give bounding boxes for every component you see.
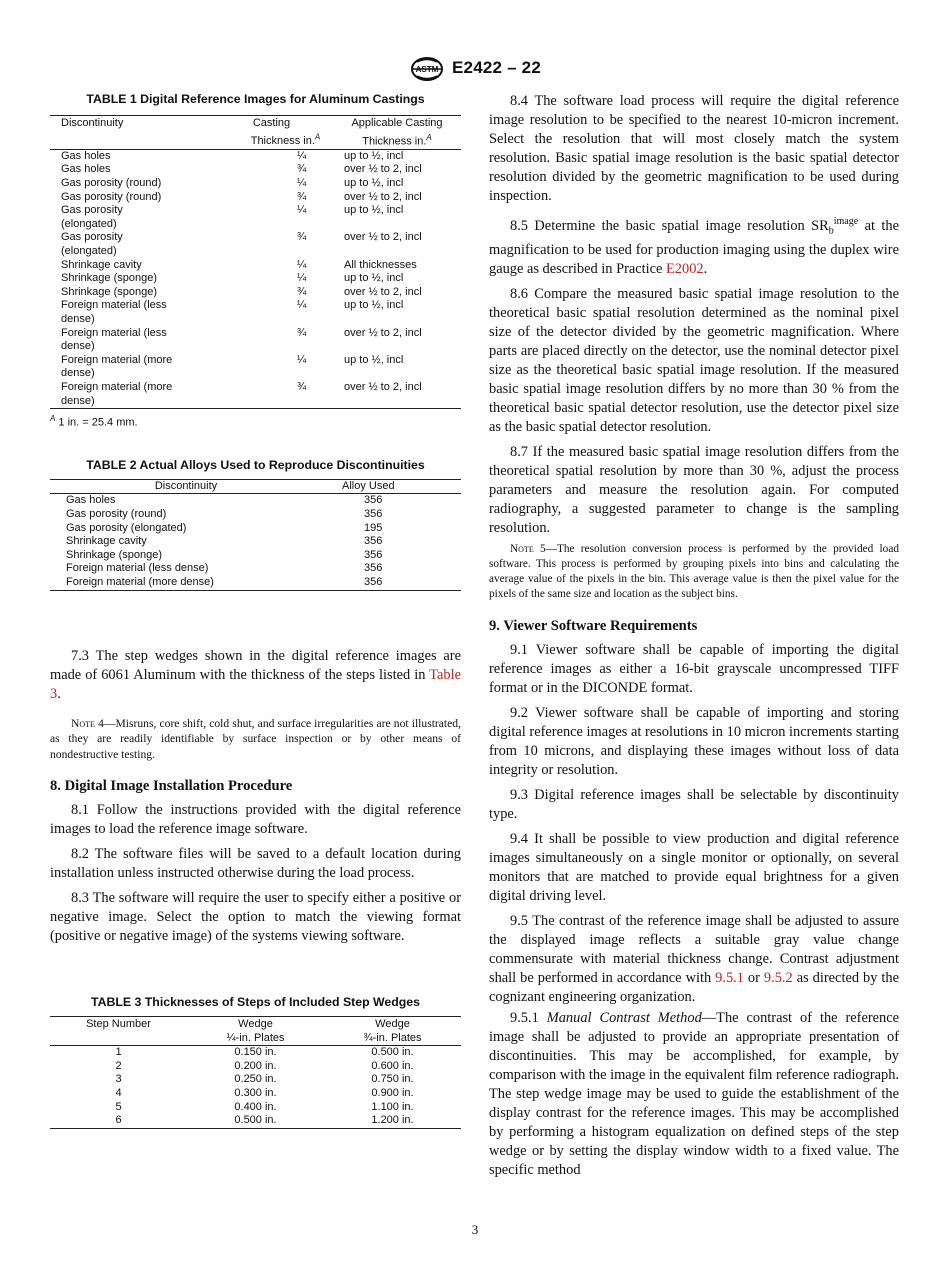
table3-row bbox=[50, 1073, 461, 1087]
table1-row-cell: ¾ bbox=[297, 380, 307, 393]
table3-row-cell: 0.300 in. bbox=[234, 1087, 277, 1099]
table1-row-cell: over ½ to 2, incl bbox=[344, 190, 422, 203]
table2-row-cell: Gas porosity (elongated) bbox=[66, 521, 187, 534]
table2-row-cell: 356 bbox=[364, 494, 383, 507]
table2-row-cell: 356 bbox=[364, 562, 383, 575]
table1-row-cell: Shrinkage (sponge) bbox=[61, 285, 158, 298]
table1-row-cell: Shrinkage cavity bbox=[61, 258, 142, 271]
table1-row-cell: over ½ to 2, incl bbox=[344, 326, 422, 339]
table1-row-cell: over ½ to 2, incl bbox=[344, 231, 422, 244]
table1-row bbox=[50, 272, 461, 286]
paragraph-8-6: 8.6 Compare the measured basic spatial image resolution to the theoretical basic spatial resolution determined as the nominal pixel size of the detector divided by the geometric magnification. Where parts are placed directly on the detector, use the nominal detector pixel size as the theoretical basic spatial image resolution. If the measured basic spatial image resolution differs by no more than 30 % from the theoretical basic spatial detector resolution, use the detector pixel size as the basic spatial detector resolution. bbox=[489, 285, 899, 435]
table3-row-cell: 1.100 in. bbox=[371, 1100, 414, 1113]
table1-row bbox=[50, 354, 461, 381]
table1-row-cell: over ½ to 2, incl bbox=[344, 380, 422, 393]
table2-row-cell: Gas holes bbox=[66, 494, 116, 507]
table1-row-cell: ¾ bbox=[297, 163, 307, 176]
table1-col-discontinuity: Discontinuity bbox=[50, 116, 210, 150]
page-header bbox=[0, 54, 950, 86]
table3-link[interactable]: Table 3 bbox=[50, 666, 461, 702]
table1-footnote: $^A$ 1 in. = 25.4 mm. bbox=[50, 414, 138, 429]
table3-col-step: Step Number bbox=[50, 1017, 187, 1046]
table1-row-cell: ¼ bbox=[297, 204, 307, 217]
table3-row-cell: 5 bbox=[115, 1100, 122, 1113]
table1-row-cell: over ½ to 2, incl bbox=[344, 285, 422, 298]
table3-col-threequarter: Wedge ¾-in. Plates bbox=[324, 1017, 461, 1046]
table1-row bbox=[50, 177, 461, 191]
note-4: Note 4—Misruns, core shift, cold shut, and surface irregularities are not illustrated, as they are readily identifiable by surface inspection or by other means of nondestructive testing. bbox=[50, 716, 461, 761]
table1-row-cell: Gas holes bbox=[61, 163, 111, 176]
section-9-5-2-link[interactable]: 9.5.2 bbox=[763, 969, 793, 986]
table1-row-cell: up to ½, incl bbox=[344, 272, 404, 285]
page-number: 3 bbox=[471, 1222, 479, 1237]
table1-row-cell: Foreign material (more dense) bbox=[61, 380, 173, 407]
table1-row-cell: Foreign material (more dense) bbox=[61, 353, 173, 380]
table3-col-quarter: Wedge ¼-in. Plates bbox=[187, 1017, 324, 1046]
table3-row-cell: 0.750 in. bbox=[371, 1073, 414, 1086]
paragraph-8-2: 8.2 The software files will be saved to a default location during installation unless instructed otherwise during the load process. bbox=[50, 846, 461, 882]
table3-row-cell: 0.250 in. bbox=[234, 1073, 277, 1086]
table3-row-cell: 1 bbox=[115, 1046, 122, 1059]
table2-row bbox=[50, 494, 461, 508]
table3-row-cell: 2 bbox=[115, 1059, 122, 1072]
table1-row bbox=[50, 231, 461, 258]
table3-row bbox=[50, 1046, 461, 1060]
svg-text:ASTM: ASTM bbox=[415, 65, 439, 74]
table3-row-cell: 0.200 in. bbox=[234, 1059, 277, 1072]
table3-row bbox=[50, 1060, 461, 1074]
paragraph-8-1: 8.1 Follow the instructions provided with the digital reference images to load the reference image software. bbox=[50, 802, 461, 838]
table2-row-cell: 356 bbox=[364, 535, 383, 548]
table1-row-cell: ¾ bbox=[297, 231, 307, 244]
table1-row-cell: Foreign material (less dense) bbox=[61, 299, 167, 325]
table1-row bbox=[50, 327, 461, 354]
table3-row-cell: 0.150 in. bbox=[234, 1046, 277, 1059]
table3-row-cell: 6 bbox=[115, 1114, 122, 1127]
table1-row-cell: up to ½, incl bbox=[344, 177, 404, 190]
table3-caption: TABLE 3 Thicknesses of Steps of Included Step Wedges bbox=[91, 995, 420, 1010]
table1-row-cell: up to ½, incl bbox=[344, 299, 404, 312]
paragraph-9-5: 9.5 The contrast of the reference image shall be adjusted to assure the displayed image reflects a suitable gray value change commensurate with material thickness change. Contrast adjustment shall be performed in accordance with 9.5.1 or 9.5.2 as directed by the cognizant engineering organization. bbox=[489, 912, 899, 1005]
table3-row-cell: 0.900 in. bbox=[371, 1087, 414, 1099]
table1-row bbox=[50, 259, 461, 273]
table1-row-cell: ¼ bbox=[297, 149, 307, 162]
table3 bbox=[50, 1016, 461, 1129]
table1-row-cell: up to ½, incl bbox=[344, 353, 404, 366]
paragraph-9-1: 9.1 Viewer software shall be capable of importing the digital reference images as either a 16-bit grayscale uncompressed TIFF format or in the DICONDE format. bbox=[489, 641, 899, 696]
table1-row-cell: Gas porosity (elongated) bbox=[61, 204, 123, 230]
table1-row bbox=[50, 163, 461, 177]
table2-row-cell: Foreign material (less dense) bbox=[66, 562, 209, 575]
table1-row bbox=[50, 149, 461, 163]
table1-row-cell: Gas porosity (round) bbox=[61, 177, 162, 190]
table1-row-cell: Foreign material (less dense) bbox=[61, 326, 167, 353]
paragraph-8-7: 8.7 If the measured basic spatial image resolution differs from the theoretical spatial resolution by more than 30 %, adjust the process parameters and measure the resolution again. For computed radiography, a suggested parameter to change is the sampling resolution. bbox=[489, 443, 899, 536]
paragraph-8-4: 8.4 The software load process will require the digital reference image resolution to be specified to the nearest 10-micron increment. Select the resolution that will most closely match the system resolution. Basic spatial image resolution is the basic spatial detector resolution divided by the geometric magnification to be used during inspection. bbox=[489, 93, 899, 204]
table1-col-casting: Casting Thickness in.$^A$ bbox=[210, 116, 333, 150]
table3-row bbox=[50, 1101, 461, 1115]
table1-row-cell: Gas holes bbox=[61, 149, 111, 162]
table1-row-cell: over ½ to 2, incl bbox=[344, 163, 422, 176]
paragraph-9-4: 9.4 It shall be possible to view production and digital reference images simultaneously on a single monitor or optionally, on several monitors that are matched to provide equal brightness for a given digital driving level. bbox=[489, 830, 899, 904]
table2-col-alloy: Alloy Used bbox=[322, 479, 461, 494]
table2-row bbox=[50, 576, 461, 590]
table1-row-cell: Gas porosity (elongated) bbox=[61, 231, 123, 257]
table2-row-cell: 356 bbox=[364, 575, 383, 588]
table3-row-cell: 0.500 in. bbox=[371, 1046, 414, 1059]
table1-row-cell: ¾ bbox=[297, 326, 307, 339]
table3-row bbox=[50, 1087, 461, 1101]
table1-caption: TABLE 1 Digital Reference Images for Aluminum Castings bbox=[86, 92, 425, 106]
table3-row-cell: 0.500 in. bbox=[234, 1114, 277, 1127]
table2-row bbox=[50, 549, 461, 563]
paragraph-9-3: 9.3 Digital reference images shall be selectable by discontinuity type. bbox=[489, 786, 899, 822]
table1-row-cell: ¾ bbox=[297, 190, 307, 203]
table2-row-cell: 356 bbox=[364, 548, 383, 561]
table1-row-cell: ¼ bbox=[297, 258, 307, 271]
table1-row-cell: ¼ bbox=[297, 299, 307, 312]
table2-row bbox=[50, 562, 461, 576]
table1-row-cell: ¼ bbox=[297, 177, 307, 190]
table1-row bbox=[50, 381, 461, 409]
section-9-heading: 9. Viewer Software Requirements bbox=[489, 617, 698, 634]
table2-row-cell: Gas porosity (round) bbox=[66, 507, 167, 520]
section-8-heading: 8. Digital Image Installation Procedure bbox=[50, 778, 293, 795]
section-9-5-1-link[interactable]: 9.5.1 bbox=[715, 969, 744, 986]
table2-col-discontinuity: Discontinuity bbox=[50, 479, 322, 494]
table1-row-cell: up to ½, incl bbox=[344, 149, 404, 162]
table1-row bbox=[50, 204, 461, 231]
paragraph-7-3: 7.3 The step wedges shown in the digital reference images are made of 6061 Aluminum with the thickness of the steps listed in Table 3. bbox=[50, 647, 461, 702]
table1-row-cell: Shrinkage (sponge) bbox=[61, 272, 158, 285]
table2-row-cell: 356 bbox=[364, 507, 383, 520]
table3-row-cell: 0.600 in. bbox=[371, 1059, 414, 1072]
table3-row-cell: 4 bbox=[115, 1087, 122, 1099]
table3-row bbox=[50, 1114, 461, 1128]
table1-row-cell: ¼ bbox=[297, 272, 307, 285]
table2-row-cell: Shrinkage cavity bbox=[66, 535, 147, 548]
table1-row-cell: ¼ bbox=[297, 353, 307, 366]
table3-row-cell: 3 bbox=[115, 1073, 122, 1086]
note-5: Note 5—The resolution conversion process is performed by the provided load software. This process is performed by grouping pixels into bins and calculating the average value of the pixels in the bin. This average value is then the pixel value for the pixels of the same size and location as the subject bins. bbox=[489, 542, 899, 600]
paragraph-8-5: 8.5 Determine the basic spatial image resolution $SR_b^{image}$ at the magnification to be used for production imaging using the duplex wire gauge as described in Practice E2002. bbox=[489, 216, 899, 277]
table1-row-cell: All thicknesses bbox=[344, 258, 417, 271]
table1-row bbox=[50, 286, 461, 300]
table1-row-cell: ¾ bbox=[297, 285, 307, 298]
table1-row bbox=[50, 191, 461, 205]
table3-row-cell: 1.200 in. bbox=[371, 1114, 414, 1127]
table2-row bbox=[50, 535, 461, 549]
table1 bbox=[50, 115, 461, 409]
table1-col-applicable: Applicable Casting Thickness in.$^A$ bbox=[333, 116, 461, 150]
table1-row bbox=[50, 299, 461, 326]
table2-row-cell: 195 bbox=[364, 521, 383, 534]
table2 bbox=[50, 479, 461, 591]
table2-row bbox=[50, 522, 461, 536]
table2-row-cell: Shrinkage (sponge) bbox=[66, 548, 163, 561]
document-id: E2422 – 22 bbox=[452, 58, 541, 77]
table2-row bbox=[50, 508, 461, 522]
paragraph-9-5-1: 9.5.1 Manual Contrast Method—The contrast of the reference image shall be adjusted to provide an appropriate presentation of discontinuities. This may be accomplished, for example, by comparison with the image in the equivalent film reference radiograph. The step wedge image may be used to guide the establishment of the display contrast for the reference images. This may be accomplished by performing a histogram equalization on defined steps of the step wedge or by setting the display window width to a fixed value. The specific method bbox=[489, 1009, 899, 1178]
table2-caption: TABLE 2 Actual Alloys Used to Reproduce Discontinuities bbox=[86, 457, 425, 472]
table2-row-cell: Foreign material (more dense) bbox=[66, 575, 214, 588]
paragraph-9-2: 9.2 Viewer software shall be capable of importing and storing digital reference images at resolutions in 10 micron increments starting from 10 microns, and displaying these images without loss of data integrity or resolution. bbox=[489, 704, 899, 778]
table1-row-cell: Gas porosity (round) bbox=[61, 190, 162, 203]
paragraph-8-3: 8.3 The software will require the user to specify either a positive or negative image. Select the option to match the viewing format (positive or negative image) of the systems viewing software. bbox=[50, 890, 461, 945]
table3-row-cell: 0.400 in. bbox=[234, 1100, 277, 1113]
astm-logo-icon bbox=[408, 56, 446, 82]
table1-row-cell: up to ½, incl bbox=[344, 204, 404, 217]
e2002-link[interactable]: E2002 bbox=[666, 260, 704, 277]
